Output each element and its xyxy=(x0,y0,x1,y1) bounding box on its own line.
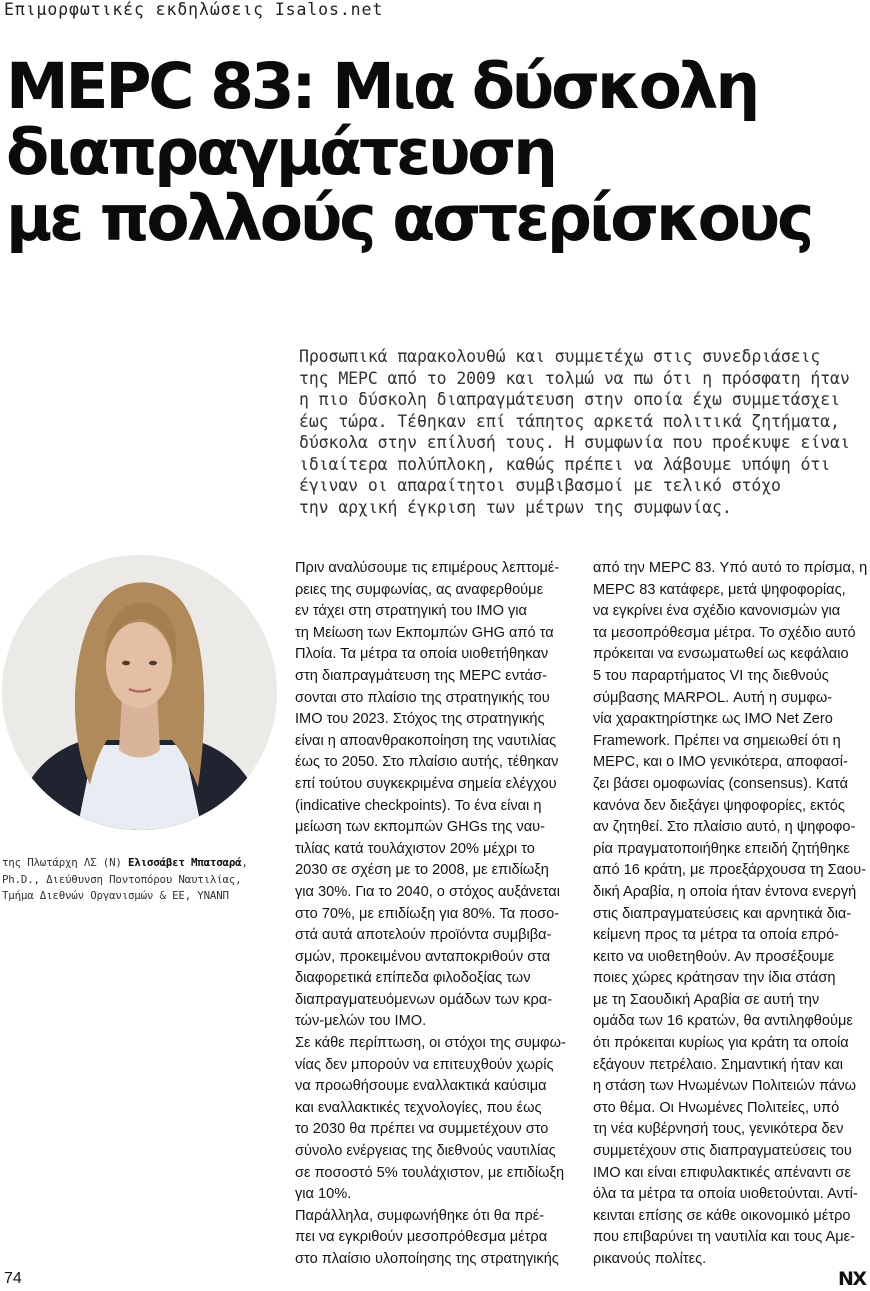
body-line: δική Αραβία, η οποία ήταν έντονα ενεργή xyxy=(593,883,857,900)
body-line: αν ζητηθεί. Στο πλαίσιο αυτό, η ψηφοφο- xyxy=(593,819,856,836)
body-line: στο 70%, με επιδίωξη για 80%. Τα ποσο- xyxy=(295,905,560,922)
body-line: Σε κάθε περίπτωση, οι στόχοι της συμφω- xyxy=(295,1035,566,1052)
lead-line: της MEPC από το 2009 και τολμώ να πω ότι η πρόσφατη ήταν xyxy=(299,368,850,388)
body-line: 5 του παραρτήματος VI της διεθνούς xyxy=(593,667,829,684)
body-line: MEPC, και ο ΙΜΟ γενικότερα, αποφασί- xyxy=(593,754,848,771)
body-line: η στάση των Ηνωμένων Πολιτειών πάνω xyxy=(593,1078,857,1095)
body-line: τα μεσοπρόθεσμα μέτρα. Το σχέδιο αυτό xyxy=(593,624,856,641)
body-line: να εγκρίνει ένα σχέδιο κανονισμών για xyxy=(593,603,841,620)
body-line: πει να εγκριθούν μεσοπρόθεσμα μέτρα xyxy=(295,1229,548,1246)
body-line: με τη Σαουδική Αραβία σε αυτή την xyxy=(593,991,820,1008)
body-line: (indicative checkpoints). Το ένα είναι η xyxy=(295,797,542,814)
lead-line: έως τώρα. Τέθηκαν επί τάπητος αρκετά πολιτικά ζητήματα, xyxy=(299,411,840,431)
body-line: από την MEPC 83. Υπό αυτό το πρίσμα, η xyxy=(593,560,868,576)
body-line: στο θέμα. Οι Ηνωμένες Πολιτείες, υπό xyxy=(593,1099,840,1116)
body-line: έως το 2050. Στο πλαίσιο αυτής, τέθηκαν xyxy=(295,754,559,771)
lead-line: έγιναν οι απαραίτητοι συμβιβασμοί με τελικό στόχο xyxy=(299,476,781,495)
caption-line: Τμήμα Διεθνών Οργανισμών & ΕΕ, ΥΝΑΝΠ xyxy=(2,889,229,902)
body-line: συμμετέχουν στις διαπραγματεύσεις του xyxy=(593,1143,852,1160)
body-line: τη νέα κυβέρνησή τους, γενικότερα δεν xyxy=(593,1121,844,1138)
body-line: ρικανούς πολίτες. xyxy=(593,1251,707,1267)
body-line: για 30%. Για το 2040, ο στόχος αυξάνεται xyxy=(295,883,560,900)
body-line: στις διαπραγματεύσεις και αρνητικά δια- xyxy=(593,905,852,922)
body-line: τιλίας κατά τουλάχιστον 20% μέχρι το xyxy=(295,840,535,857)
body-line: από 16 κράτη, με προεξάρχουσα τη Σαου- xyxy=(593,862,867,879)
body-line: να προωθήσουμε εναλλακτικά καύσιμα xyxy=(295,1078,547,1095)
page-number: 74 xyxy=(4,1270,22,1287)
headline-line: με πολλούς αστερίσκους xyxy=(6,182,812,255)
body-line: σε ποσοστό 5% τουλάχιστον, με επιδίωξη xyxy=(295,1164,565,1181)
body-line: σύνολο ενέργειας της διεθνούς ναυτιλίας xyxy=(295,1143,556,1160)
headline-line: MEPC 83: Μια δύσκολη xyxy=(6,50,757,123)
lead-line: ιδιαίτερα πολύπλοκη, καθώς πρέπει να λάβουμε υπόψη ότι xyxy=(299,454,831,474)
body-line: στη διαπραγμάτευση της MEPC εντάσ- xyxy=(295,667,547,684)
body-line: εν τάχει στη στρατηγική του ΙΜΟ για xyxy=(295,603,527,620)
body-line: επί τούτου συγκεκριμένα σημεία ελέγχου xyxy=(295,775,557,792)
body-line: ομάδα των 16 κρατών, θα αντιληφθούμε xyxy=(593,1013,853,1030)
body-line: Πριν αναλύσουμε τις επιμέρους λεπτομέ- xyxy=(295,560,560,576)
author-name: Ελισσάβετ Μπατσαρά xyxy=(128,856,242,869)
body-line: εξάγουν πετρέλαιο. Σημαντική ήταν και xyxy=(593,1056,843,1073)
caption-prefix: της Πλωτάρχη ΛΣ (Ν) xyxy=(2,856,129,869)
magazine-logo: NX xyxy=(838,1268,866,1290)
body-line: κανόνα δεν διεξάγει ψηφοφορίες, εκτός xyxy=(593,797,845,814)
body-line: ρία πραγματοποιήθηκε επειδή ζητήθηκε xyxy=(593,840,850,857)
body-column-right xyxy=(593,558,870,1271)
body-line: πρόκειται να ενσωματωθεί ως κεφάλαιο xyxy=(593,646,849,663)
body-line: σονται στο πλαίσιο της στρατηγικής του xyxy=(295,689,550,706)
body-line: τών-μελών του ΙΜΟ. xyxy=(295,1013,427,1030)
body-line: Framework. Πρέπει να σημειωθεί ότι η xyxy=(593,732,841,749)
caption-suffix: , xyxy=(241,856,248,869)
body-line: ρειες της συμφωνίας, ας αναφερθούμε xyxy=(295,581,544,598)
body-line: MEPC 83 κατάφερε, μετά ψηφοφορίας, xyxy=(593,581,846,598)
body-line: κεινται επίσης σε κάθε οικονομικό μέτρο xyxy=(593,1207,851,1224)
body-line: που επιβαρύνει τη ναυτιλία και τους Αμε- xyxy=(593,1229,856,1246)
lead-line: δύσκολα στην επίλυσή τους. Η συμφωνία που προέκυψε είναι xyxy=(299,433,850,452)
body-line: το 2030 θα πρέπει να συμμετέχουν στο xyxy=(295,1121,549,1138)
body-line: ποιες χώρες κράτησαν την ίδια στάση xyxy=(593,970,836,987)
body-line: Παράλληλα, συμφωνήθηκε ότι θα πρέ- xyxy=(295,1207,545,1224)
body-line: Πλοία. Τα μέτρα τα οποία υιοθετήθηκαν xyxy=(295,646,549,663)
lead-line: Προσωπικά παρακολουθώ και συμμετέχω στις συνεδριάσεις xyxy=(299,347,821,366)
body-column-left xyxy=(295,558,575,1271)
body-line: σμών, προκειμένου ανταποκριθούν στα xyxy=(295,948,551,965)
body-line: 2030 σε σχέση με το 2008, με επιδίωξη xyxy=(295,862,549,879)
article-headline xyxy=(6,50,856,255)
caption-line xyxy=(2,855,277,872)
body-line: τη Μείωση των Εκπομπών GHG από τα xyxy=(295,624,554,641)
headline-line: διαπραγμάτευση xyxy=(6,116,555,189)
body-line: είναι η αποανθρακοποίηση της ναυτιλίας xyxy=(295,732,557,749)
body-line: για 10%. xyxy=(295,1186,352,1203)
body-line: ότι πρόκειται κυρίως για κράτη τα οποία xyxy=(593,1035,849,1052)
body-line: νίας δεν μπορούν να επιτευχθούν χωρίς xyxy=(295,1056,554,1073)
body-line: μείωση των εκπομπών GHGs της ναυ- xyxy=(295,819,545,836)
lead-line: η πιο δύσκολη διαπραγμάτευση στην οποία έχω συμμετάσχει xyxy=(299,390,840,409)
caption-line: Ph.D., Διεύθυνση Ποντοπόρου Ναυτιλίας, xyxy=(2,872,242,886)
lead-line: την αρχική έγκριση των μέτρων της συμφωνίας. xyxy=(299,497,732,517)
body-line: κειτο να υιοθετηθούν. Αν προσέξουμε xyxy=(593,948,835,965)
body-line: κείμενη προς τα μέτρα τα οποία επρό- xyxy=(593,927,840,944)
body-line: ζει βάσει ομοφωνίας (consensus). Κατά xyxy=(593,775,849,792)
body-line: διαφορετικά επίπεδα φιλοδοξίας των xyxy=(295,970,531,987)
lead-paragraph xyxy=(299,346,865,518)
body-line: όλα τα μέτρα τα οποία υιοθετούνται. Αντί- xyxy=(593,1186,858,1203)
section-label: Επιμορφωτικές εκδηλώσεις Isalos.net xyxy=(4,0,384,19)
body-line: νία χαρακτηρίστηκε ως IMO Net Zero xyxy=(593,711,833,728)
body-line: ΙΜΟ και είναι επιφυλακτικές απέναντι σε xyxy=(593,1164,851,1181)
body-line: στο πλαίσιο υλοποίησης της στρατηγικής xyxy=(295,1251,559,1267)
author-caption xyxy=(2,855,277,905)
body-line: ΙΜΟ του 2023. Στόχος της στρατηγικής xyxy=(295,711,545,728)
body-line: και εναλλακτικές τεχνολογίες, που έως xyxy=(295,1099,542,1116)
body-line: διαπραγματευόμενων ομάδων των κρα- xyxy=(295,991,553,1008)
body-line: σύμβασης MARPOL. Αυτή η συμφω- xyxy=(593,689,833,706)
body-line: στά αυτά αποτελούν προϊόντα συμβιβα- xyxy=(295,927,552,944)
author-portrait xyxy=(2,555,277,830)
